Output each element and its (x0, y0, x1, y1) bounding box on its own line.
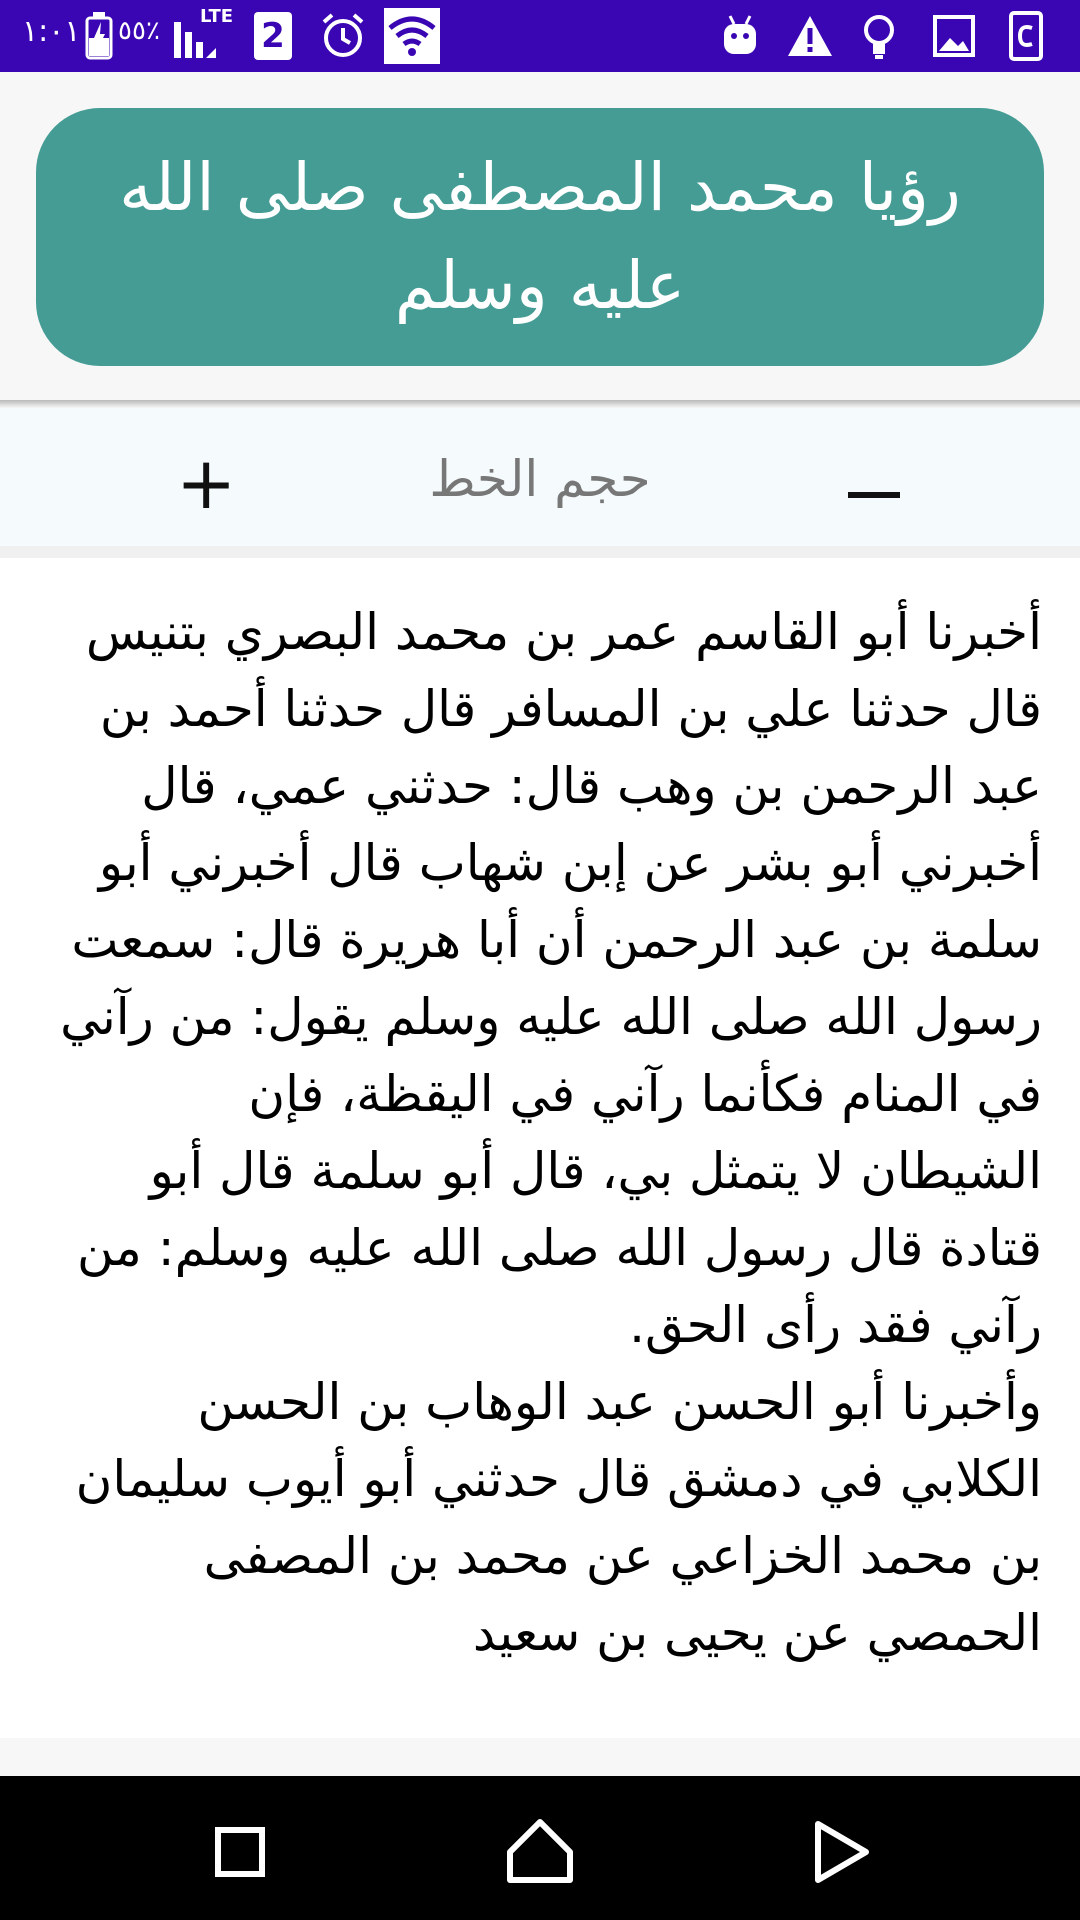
title-card (36, 108, 1044, 366)
network-type: LTE (200, 6, 234, 27)
article-paragraph: أخبرنا أبو القاسم عمر بن محمد البصري بتنيس قال حدثنا علي بن المسافر قال حدثنا أحمد بن عبد الرحمن بن وهب قال: حدثني عمي، قال أخبرني أبو بشر عن إبن شهاب قال أخبرني أبو سلمة بن عبد الرحمن أن أبا هريرة قال: سمعت رسول الله صلى الله عليه وسلم يقول: من رآني في المنام فكأنما رآني في اليقظة، فإن الشيطان لا يتمثل بي، قال أبو سلمة قال أبو قتادة قال رسول الله صلى الله عليه وسلم: من رآني فقد رأى الحق. (60, 603, 1042, 1354)
battery-charging-icon (84, 12, 114, 60)
lightbulb-icon (862, 12, 896, 60)
android-icon (720, 12, 760, 58)
notification-count: 2 (261, 16, 285, 56)
content-separator (0, 546, 1080, 558)
image-icon (932, 14, 976, 58)
font-size-label: حجم الخط (429, 450, 651, 508)
increase-font-button[interactable]: + (176, 441, 237, 525)
status-bar (0, 0, 1080, 72)
font-size-bar (0, 408, 1080, 546)
article-text (58, 594, 1042, 1672)
sim-2-icon (254, 12, 292, 60)
battery-percentage: ٥٥٪ (118, 16, 160, 46)
warning-icon (786, 14, 834, 58)
status-time: ١:٠١ (22, 14, 81, 49)
decrease-font-button[interactable] (848, 492, 900, 498)
article-scroll-area[interactable] (0, 558, 1080, 1738)
back-icon[interactable] (800, 1812, 880, 1892)
app-icon (1008, 10, 1044, 62)
alarm-icon (320, 12, 366, 60)
header-divider (0, 400, 1080, 408)
wifi-icon (384, 8, 440, 64)
page-title: رؤيا محمد المصطفى صلى الله عليه وسلم (119, 149, 961, 324)
home-icon[interactable] (500, 1812, 580, 1892)
recent-apps-icon[interactable] (200, 1812, 280, 1892)
article-paragraph: وأخبرنا أبو الحسن عبد الوهاب بن الحسن الكلابي في دمشق قال حدثني أبو أيوب سليمان بن محمد الخزاعي عن محمد بن المصفى الحمصي عن يحيى بن سعيد (75, 1373, 1042, 1662)
navigation-bar (0, 1776, 1080, 1920)
